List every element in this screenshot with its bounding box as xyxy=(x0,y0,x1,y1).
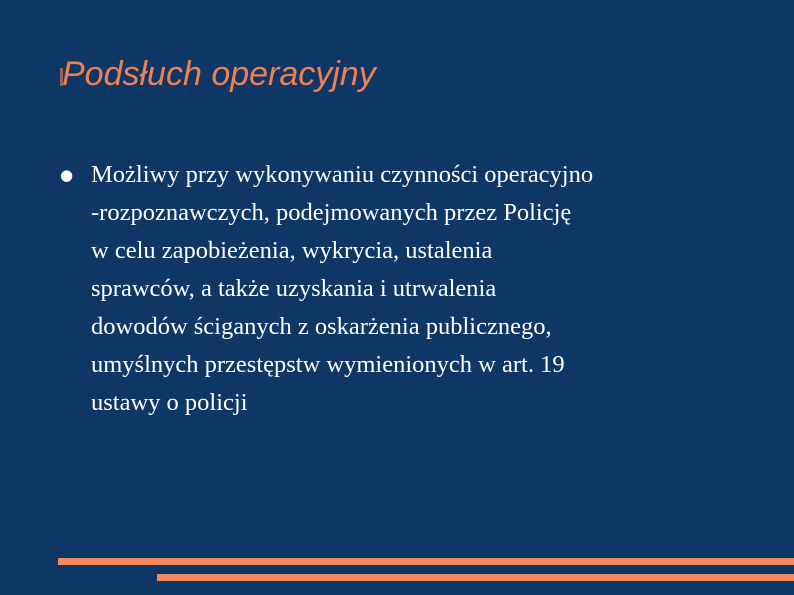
bullet-item xyxy=(60,156,760,422)
bullet-text-line: w celu zapobieżenia, wykrycia, ustalenia xyxy=(91,237,493,264)
bullet-text-line: Możliwy przy wykonywaniu czynności operacyjno xyxy=(91,161,594,188)
bullet-list xyxy=(60,156,760,422)
bullet-text-line: -rozpoznawczych, podejmowanych przez Policję xyxy=(91,199,572,226)
bullet-icon: ● xyxy=(60,166,74,184)
decorative-bar-top xyxy=(58,558,794,565)
bullet-text-line: umyślnych przestępstw wymienionych w art. 19 xyxy=(91,351,565,378)
decorative-bar-bottom xyxy=(157,574,794,581)
bullet-text-line: sprawców, a także uzyskania i utrwalenia xyxy=(91,275,497,302)
bullet-text-line: ustawy o policji xyxy=(91,389,248,416)
bullet-text-line: dowodów ściganych z oskarżenia publicznego, xyxy=(91,313,552,340)
slide-title: Podsłuch operacyjny xyxy=(62,55,376,93)
